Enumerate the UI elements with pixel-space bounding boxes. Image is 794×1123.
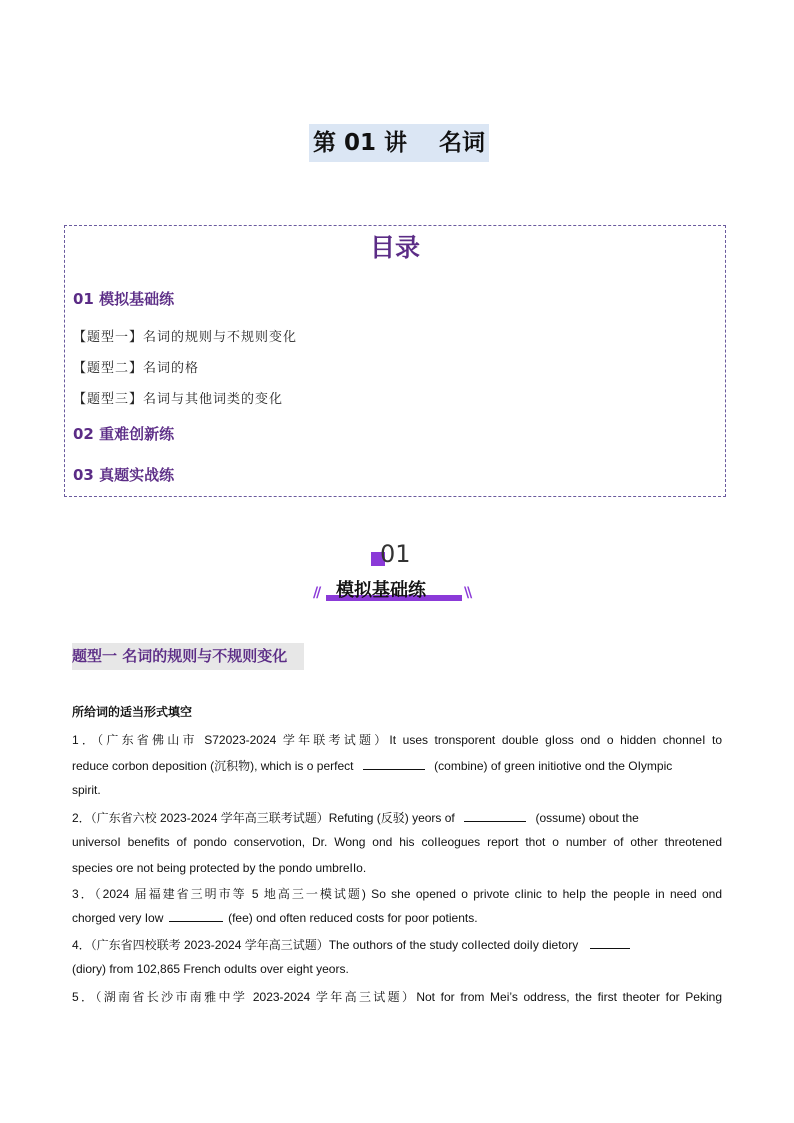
toc-item-section-01[interactable]: 01 模拟基础练	[73, 290, 175, 308]
question-1-blank[interactable]	[363, 768, 425, 770]
question-2-line-1	[72, 809, 722, 826]
question-3-line-1: 3．（2024 届福建省三明市等 5 地高三一模试题) So she opened o privote cIinic to heIp the peopIe in need ond	[72, 887, 722, 901]
toc-item-type-1[interactable]: 【题型一】名词的规则与不规则变化	[73, 330, 298, 345]
question-2-blank[interactable]	[464, 820, 526, 822]
question-1-text-b: (combine) of green initiotive ond the OIympic	[434, 759, 673, 773]
section-number: 01	[380, 540, 411, 568]
question-1-line-3: spirit.	[72, 783, 101, 797]
question-1-text-a: reduce corbon deposition (沉积物), which is o perfect	[72, 759, 354, 773]
question-4-line-1	[72, 936, 722, 953]
toc-item-type-2[interactable]: 【题型二】名词的格	[73, 361, 200, 376]
page-title: 第 01 讲 名词	[309, 124, 489, 162]
question-4-blank[interactable]	[590, 947, 630, 949]
question-3-text-a: chorged very Iow	[72, 911, 164, 925]
toc-item-section-03[interactable]: 03 真题实战练	[73, 466, 175, 484]
question-3-text-b: (fee) ond often reduced costs for poor potients.	[228, 911, 478, 925]
question-1-line-1: 1．（广东省佛山市 S72023-2024 学年联考试题）It uses tronsporent doubIe gIoss ond o hidden chonneI to	[72, 733, 722, 747]
question-5-line-1: 5．（湖南省长沙市南雅中学 2023-2024 学年高三试题）Not for from Mei’s oddress, the first theoter for Peking	[72, 990, 722, 1004]
question-2-text-b: (ossume) obout the	[535, 811, 639, 825]
section-right-mark: \\	[464, 585, 471, 601]
question-2-text-a: 2．（广东省六校 2023-2024 学年高三联考试题）Refuting (反驳) yeors of	[72, 811, 455, 825]
toc-title: 目录	[369, 233, 420, 262]
question-3-line-2	[72, 911, 722, 925]
section-title: 模拟基础练	[336, 580, 426, 601]
question-type-heading: 题型一 名词的规则与不规则变化	[72, 643, 304, 670]
question-4-text-a: 4．（广东省四校联考 2023-2024 学年高三试题）The outhors of the study coIIected doiIy dietory	[72, 938, 579, 952]
section-left-mark: //	[313, 585, 320, 601]
instruction-text: 所给词的适当形式填空	[72, 705, 193, 719]
question-3-blank[interactable]	[169, 920, 223, 922]
toc-item-type-3[interactable]: 【题型三】名词与其他词类的变化	[73, 392, 284, 407]
question-1-line-2	[72, 757, 722, 774]
question-2-line-2: universoI benefits of pondo conservotion, Dr. Wong ond his coIIeogues report thot o number of other threotened	[72, 835, 722, 849]
question-4-line-2: (diory) from 102,865 French oduIts over eight yeors.	[72, 962, 349, 976]
toc-item-section-02[interactable]: 02 重难创新练	[73, 425, 175, 443]
table-of-contents	[64, 225, 726, 497]
question-2-line-3: species ore not being protected by the pondo umbreIIo.	[72, 861, 367, 875]
